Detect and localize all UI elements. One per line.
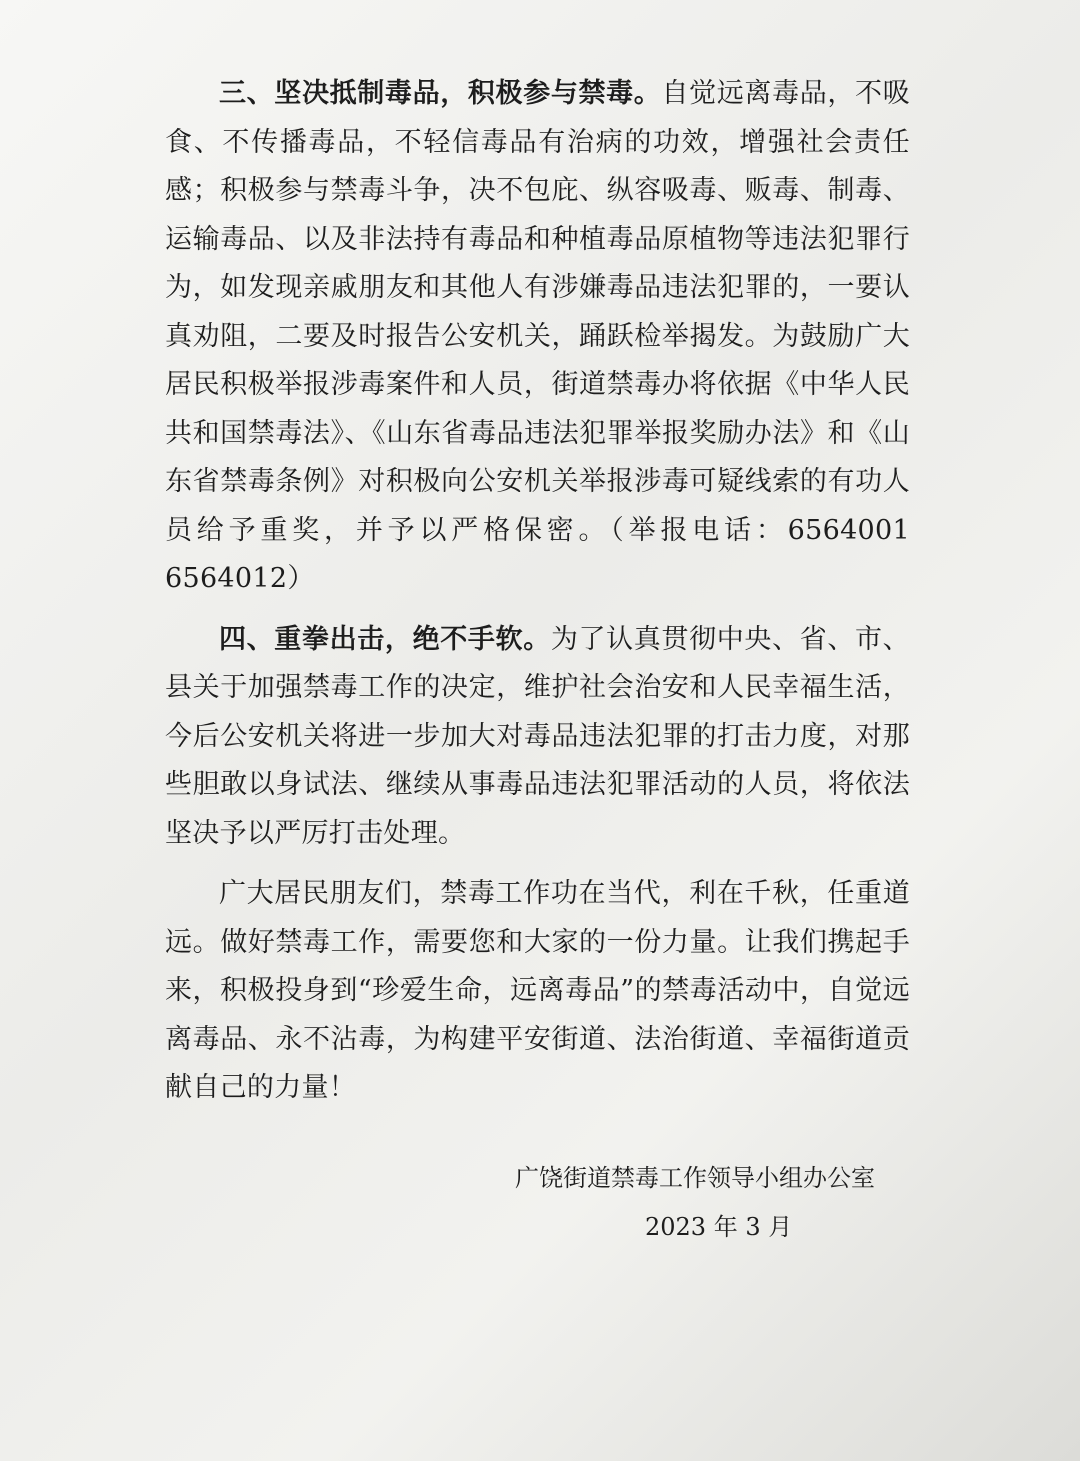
section-four-heading: 四、重拳出击，绝不手软。 xyxy=(219,623,551,655)
section-three-text: 自觉远离毒品，不吸食、不传播毒品，不轻信毒品有治病的功效，增强社会责任感；积极参与禁毒斗争，决不包庇、纵容吸毒、贩毒、制毒、运输毒品、以及非法持有毒品和种植毒品原植物等违法犯罪行为，如发现亲戚朋友和其他人有涉嫌毒品违法犯罪的，一要认真劝阻，二要及时报告公安机关，踊跃检举揭发。为鼓励广大居民积极举报涉毒案件和人员，街道禁毒办将依据《中华人民共和国禁毒法》、《山东省毒品违法犯罪举报奖励办法》和《山东省禁毒条例》对积极向公安机关举报涉毒可疑线索的有功人员给予重奖，并予以严格保密。（举报电话：6564001 6564012） xyxy=(165,78,910,594)
section-four-text: 为了认真贯彻中央、省、市、县关于加强禁毒工作的决定，维护社会治安和人民幸福生活，今后公安机关将进一步加大对毒品违法犯罪的打击力度，对那些胆敢以身试法、继续从事毒品违法犯罪活动的人员，将依法坚决予以严厉打击处理。 xyxy=(165,623,910,849)
section-four-paragraph xyxy=(165,616,910,859)
signature-date: 2023 年 3 月 xyxy=(645,1213,793,1241)
closing-text: 广大居民朋友们，禁毒工作功在当代，利在千秋，任重道远。做好禁毒工作，需要您和大家的一份力量。让我们携起手来，积极投身到“珍爱生命，远离毒品”的禁毒活动中，自觉远离毒品、永不沾毒，为构建平安街道、法治街道、幸福街道贡献自己的力量！ xyxy=(165,878,910,1103)
document-body xyxy=(165,70,910,1121)
closing-paragraph xyxy=(165,870,910,1113)
section-three-paragraph xyxy=(165,70,910,604)
signature-office: 广饶街道禁毒工作领导小组办公室 xyxy=(515,1164,875,1192)
section-three-heading: 三、坚决抵制毒品，积极参与禁毒。 xyxy=(219,78,662,109)
signature-block xyxy=(515,1158,925,1247)
